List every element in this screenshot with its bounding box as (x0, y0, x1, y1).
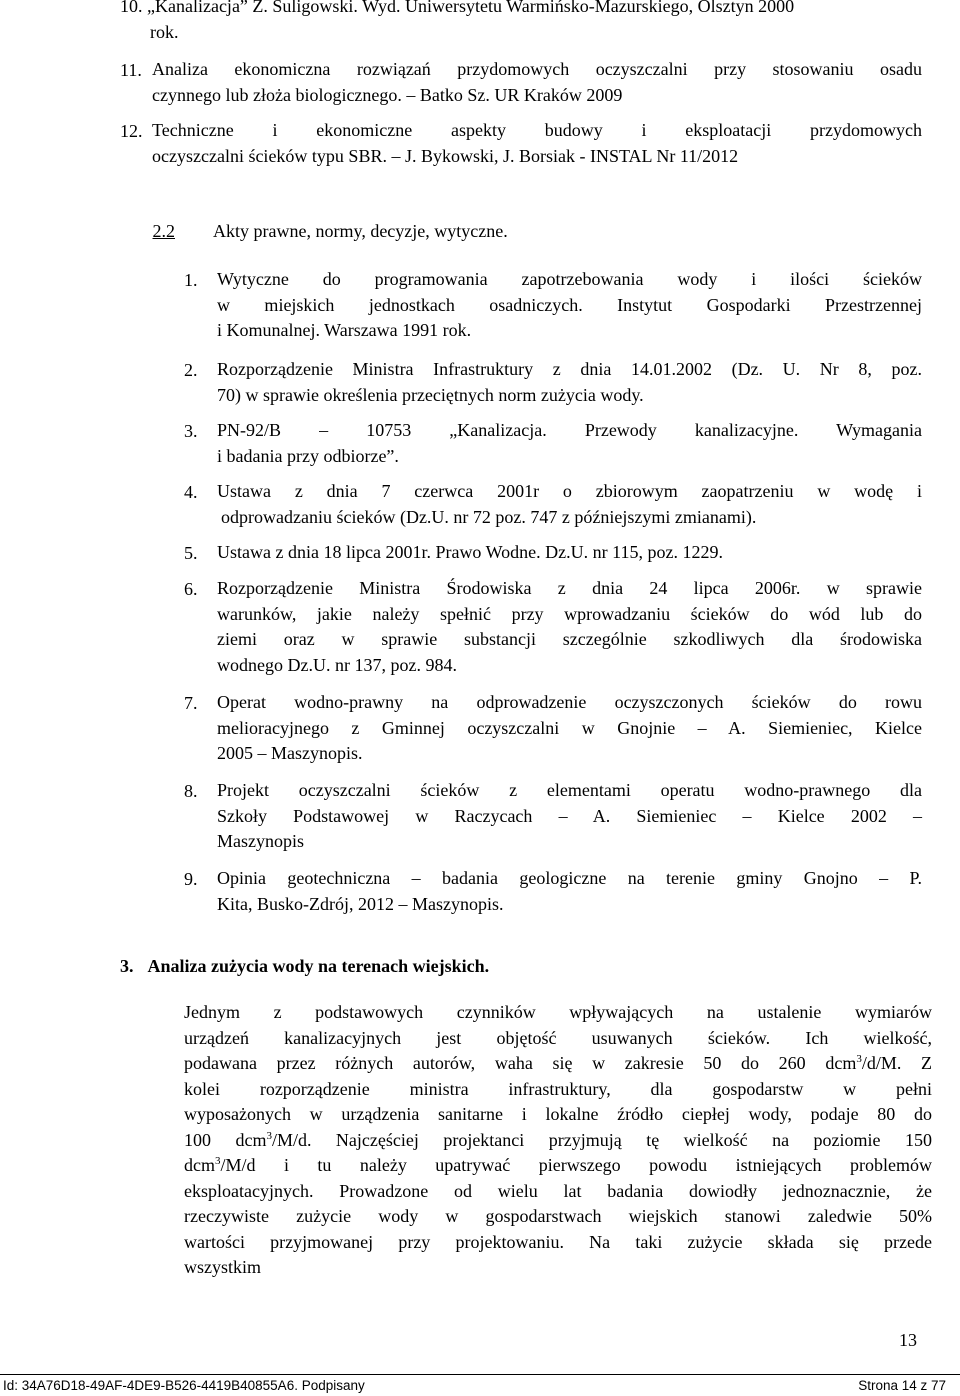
reference-number: 8. (184, 781, 198, 801)
reference-number: 11. (120, 60, 142, 80)
reference-number: 5. (184, 543, 198, 563)
reference-number: 10. (120, 0, 143, 16)
body-paragraph: Jednym z podstawowych czynników wpływających na ustalenie wymiarów urządzeń kanalizacyjnych jest objętość usuwanych ścieków. Ich wielkość, podawana przez różnych autorów, waha się w zakresie 50 do 260 dcm$^3$/d/M. Z kolei rozporządzenie ministra infrastruktury, dla gospodarstw w pełni wyposażonych w urządzenia sanitarne i lokalne źródło ciepłej wody, podaje 80 do 100 dcm$^3$/M/d. Najczęściej projektanci przyjmują tę wielkość na poziomie 150 dcm$^3$/M/d i tu należy upatrywać pierwszego powodu istniejących problemów eksploatacyjnych. Prowadzone od wielu lat badania dowiodły jednoznacznie, że rzeczywiste zużycie wody w gospodarstwach wiejskich stanowi zaledwie 50% wartości przyjmowanej przy projektowaniu. Na taki zużycie składa się przede wszystkim (184, 1002, 932, 1277)
reference-item: Ustawa z dnia 18 lipca 2001r. Prawo Wodne. Dz.U. nr 115, poz. 1229. (217, 542, 723, 562)
footer-divider (0, 1374, 960, 1375)
page-number: 13 (899, 1330, 917, 1350)
section-heading-2-2 (105, 219, 508, 244)
reference-item: Rozporządzenie Ministra Infrastruktury z dnia 14.01.2002 (Dz. U. Nr 8, poz. 70) w sprawie określenia przeciętnych norm zużycia wody. (217, 359, 922, 405)
reference-item: Rozporządzenie Ministra Środowiska z dnia 24 lipca 2006r. w sprawie warunków, jakie należy spełnić przy wprowadzaniu ścieków do wód lub do ziemi oraz w sprawie substancji szczególnie szkodliwych dla środowiska wodnego Dz.U. nr 137, poz. 984. (217, 578, 922, 675)
section-heading-3 (120, 954, 489, 979)
section-title: Akty prawne, normy, decyzje, wytyczne. (213, 221, 508, 241)
reference-item: 10. „Kanalizacja” Z. Suligowski. Wyd. Uniwersytetu Warmińsko-Mazurskiego, Olsztyn 2000 rok. (120, 0, 920, 45)
reference-number: 12. (120, 121, 143, 141)
reference-number: 9. (184, 869, 198, 889)
reference-number: 1. (184, 270, 198, 290)
reference-number: 2. (184, 360, 198, 380)
footer-page-indicator: Strona 14 z 77 (858, 1378, 946, 1393)
reference-number: 6. (184, 579, 198, 599)
reference-number: 4. (184, 482, 198, 502)
reference-item: Operat wodno-prawny na odprowadzenie oczyszczonych ścieków do rowu melioracyjnego z Gminnej oczyszczalni w Gnojnie – A. Siemieniec, Kielce 2005 – Maszynopis. (217, 692, 922, 763)
reference-item: Techniczne i ekonomiczne aspekty budowy i eksploatacji przydomowych oczyszczalni ścieków typu SBR. – J. Bykowski, J. Borsiak - INSTAL Nr 11/2012 (152, 120, 922, 166)
section-title: Analiza zużycia wody na terenach wiejskich. (147, 956, 490, 976)
footer-document-id: Id: 34A76D18-49AF-4DE9-B526-4419B40855A6. Podpisany (3, 1378, 365, 1393)
reference-item: Ustawa z dnia 7 czerwca 2001r o zbiorowym zaopatrzeniu w wodę i odprowadzaniu ścieków (Dz.U. nr 72 poz. 747 z późniejszymi zmianami). (217, 481, 922, 527)
reference-item: Opinia geotechniczna – badania geologiczne na terenie gminy Gnojno – P. Kita, Busko-Zdrój, 2012 – Maszynopis. (217, 868, 922, 914)
reference-number: 3. (184, 421, 198, 441)
section-number: 2.2 (152, 221, 175, 241)
reference-item: Projekt oczyszczalni ścieków z elementami operatu wodno-prawnego dla Szkoły Podstawowej w Raczycach – A. Siemieniec – Kielce 2002 – Maszynopis (217, 780, 922, 851)
reference-item: Wytyczne do programowania zapotrzebowania wody i ilości ścieków w miejskich jednostkach osadniczych. Instytut Gospodarki Przestrzennej i Komunalnej. Warszawa 1991 rok. (217, 269, 922, 340)
reference-item: Analiza ekonomiczna rozwiązań przydomowych oczyszczalni przy stosowaniu osadu czynnego lub złoża biologicznego. – Batko Sz. UR Kraków 2009 (152, 59, 922, 105)
document-footer (0, 1376, 960, 1396)
section-number: 3. (120, 956, 134, 976)
reference-item: PN-92/B – 10753 „Kanalizacja. Przewody kanalizacyjne. Wymagania i badania przy odbiorze”. (217, 420, 922, 466)
reference-number: 7. (184, 693, 198, 713)
